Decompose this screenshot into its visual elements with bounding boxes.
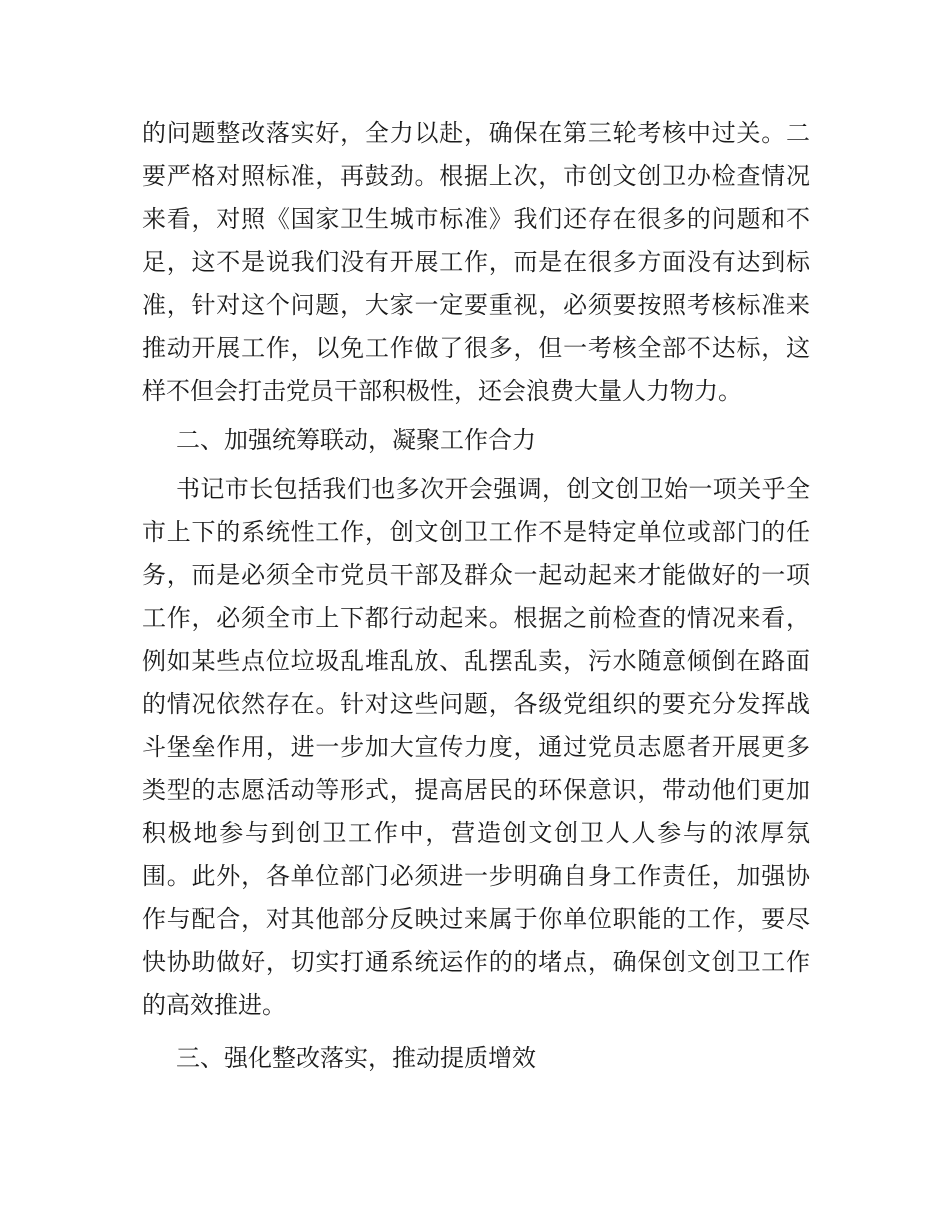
- document-body: [142, 112, 810, 1080]
- paragraph-section-2: 书记市长包括我们也多次开会强调，创文创卫始一项关乎全市上下的系统性工作，创文创卫工作不是特定单位或部门的任务，而是必须全市党员干部及群众一起动起来才能做好的一项工作，必须全市上下都行动起来。根据之前检查的情况来看，例如某些点位垃圾乱堆乱放、乱摆乱卖，污水随意倾倒在路面的情况依然存在。针对这些问题，各级党组织的要充分发挥战斗堡垒作用，进一步加大宣传力度，通过党员志愿者开展更多类型的志愿活动等形式，提高居民的环保意识，带动他们更加积极地参与到创卫工作中，营造创文创卫人人参与的浓厚氛围。此外，各单位部门必须进一步明确自身工作责任，加强协作与配合，对其他部分反映过来属于你单位职能的工作，要尽快协助做好，切实打通系统运作的的堵点，确保创文创卫工作的高效推进。: [142, 475, 810, 1019]
- paragraph-continued: 的问题整改落实好，全力以赴，确保在第三轮考核中过关。二要严格对照标准，再鼓劲。根据上次，市创文创卫办检查情况来看，对照《国家卫生城市标准》我们还存在很多的问题和不足，这不是说我们没有开展工作，而是在很多方面没有达到标准，针对这个问题，大家一定要重视，必须要按照考核标准来推动开展工作，以免工作做了很多，但一考核全部不达标，这样不但会打击党员干部积极性，还会浪费大量人力物力。: [142, 119, 810, 405]
- section-heading-3: 三、强化整改落实，推动提质增效: [176, 1044, 536, 1072]
- section-heading-2: 二、加强统筹联动，凝聚工作合力: [176, 426, 536, 454]
